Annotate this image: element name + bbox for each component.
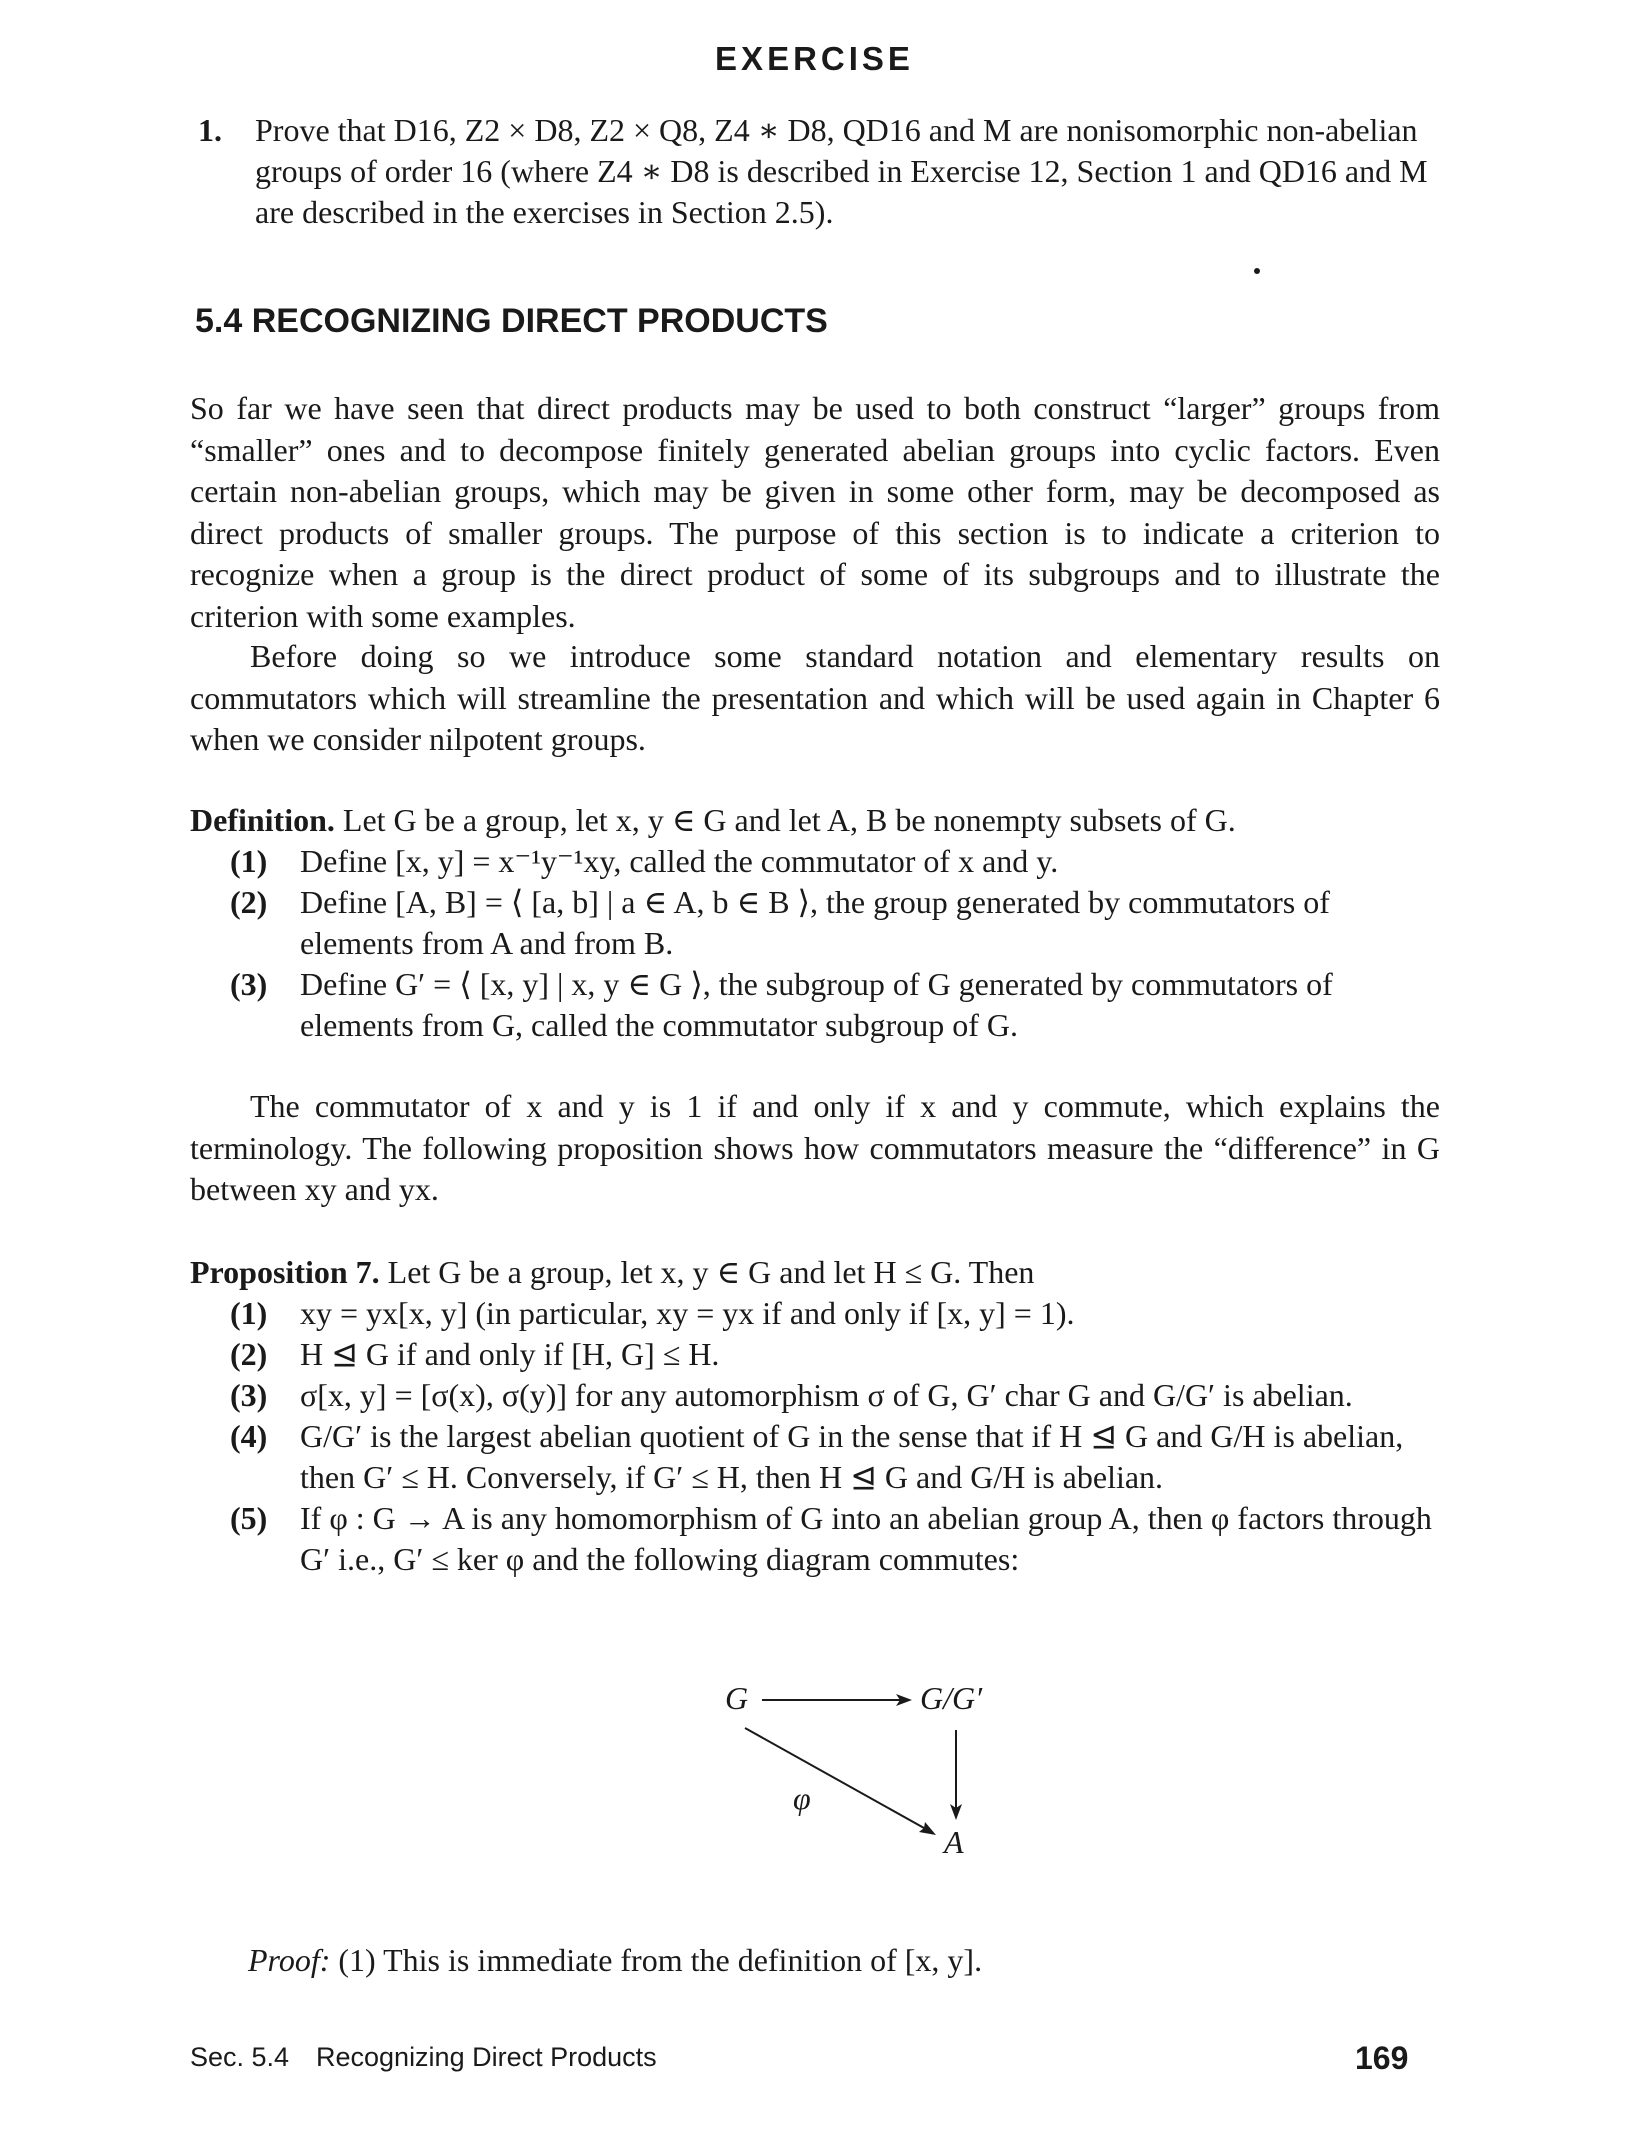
section-heading: 5.4 RECOGNIZING DIRECT PRODUCTS <box>195 302 828 340</box>
proof-line <box>248 1942 982 1979</box>
proposition-item-text: If φ : G → A is any homomorphism of G into an abelian group A, then φ factors through G′ i.e., G′ ≤ ker φ and the following diagram commutes: <box>300 1500 1432 1577</box>
page-number: 169 <box>1355 2040 1409 2076</box>
proposition-item-label: (3) <box>230 1377 268 1413</box>
definition-item-label: (1) <box>230 843 268 879</box>
arrow-quotient-to-a <box>950 1730 962 1820</box>
proposition-item-label: (5) <box>230 1500 268 1536</box>
proposition-item-label: (2) <box>230 1336 268 1372</box>
stray-dot-mark <box>1254 268 1260 274</box>
proposition-item-text: xy = yx[x, y] (in particular, xy = yx if and only if [x, y] = 1). <box>300 1295 1075 1331</box>
definition-item-text: Define [x, y] = x⁻¹y⁻¹xy, called the commutator of x and y. <box>300 843 1059 879</box>
definition-item <box>230 841 1440 882</box>
proposition-item <box>230 1334 1440 1375</box>
proposition-item-text: σ[x, y] = [σ(x), σ(y)] for any automorphism σ of G, G′ char G and G/G′ is abelian. <box>300 1377 1353 1413</box>
definition-item-label: (2) <box>230 884 268 920</box>
intro-paragraph: So far we have seen that direct products may be used to both construct “larger” groups from “smaller” ones and to decompose finitely generated abelian groups into cyclic factors. Even certain non-abelian groups, which may be given in some other form, may be decomposed as direct products of smaller groups. The purpose of this section is to indicate a criterion to recognize when a group is the direct product of some of its subgroups and to illustrate the criterion with some examples. <box>190 390 1440 634</box>
footer-title: Recognizing Direct Products <box>316 2042 657 2072</box>
proposition-item <box>230 1293 1440 1334</box>
commutator-note-paragraph: The commutator of x and y is 1 if and only if x and y commute, which explains the terminology. The following proposition shows how commutators measure the “difference” in G between xy and yx. <box>190 1088 1440 1207</box>
proposition-item <box>230 1416 1440 1498</box>
diagram-source-label: G <box>725 1680 749 1716</box>
proposition-lead: Let G be a group, let x, y ∈ G and let H ≤ G. Then <box>387 1254 1035 1290</box>
definition-item-text: Define [A, B] = ⟨ [a, b] | a ∈ A, b ∈ B ⟩, the group generated by commutators of elements from A and from B. <box>300 884 1330 961</box>
proposition-label: Proposition 7. <box>190 1254 380 1290</box>
before-paragraph: Before doing so we introduce some standard notation and elementary results on commutators which will streamline the presentation and which will be used again in Chapter 6 when we consider nilpotent groups. <box>190 638 1440 757</box>
proposition-lead-line <box>190 1252 1440 1293</box>
proposition-block <box>190 1252 1440 1580</box>
definition-item-text: Define G′ = ⟨ [x, y] | x, y ∈ G ⟩, the subgroup of G generated by commutators of elements from G, called the commutator subgroup of G. <box>300 966 1333 1043</box>
exercise-item-text: Prove that D16, Z2 × D8, Z2 × Q8, Z4 ∗ D8, QD16 and M are nonisomorphic non-abelian groups of order 16 (where Z4 ∗ D8 is described in Exercise 12, Section 1 and QD16 and M are described in the exercises in Section 2.5). <box>255 112 1428 230</box>
definition-block <box>190 800 1440 1046</box>
definition-item <box>230 882 1440 964</box>
commutative-diagram <box>700 1680 1060 1880</box>
exercise-heading: EXERCISE <box>715 40 914 77</box>
definition-lead-line <box>190 800 1440 841</box>
proposition-item <box>230 1375 1440 1416</box>
proof-text: (1) This is immediate from the definition of [x, y]. <box>338 1942 983 1978</box>
footer-section: Sec. 5.4 <box>190 2042 290 2072</box>
proof-label: Proof: <box>248 1942 331 1978</box>
proposition-item <box>230 1498 1440 1580</box>
arrow-g-to-a <box>745 1728 936 1835</box>
arrow-g-to-quotient <box>762 1694 912 1706</box>
exercise-item-number: 1. <box>198 112 222 148</box>
definition-item <box>230 964 1440 1046</box>
proposition-item-label: (4) <box>230 1418 268 1454</box>
diagram-map-label: φ <box>793 1780 811 1816</box>
definition-item-label: (3) <box>230 966 268 1002</box>
proposition-item-text: G/G′ is the largest abelian quotient of G in the sense that if H ⊴ G and G/H is abelian, then G′ ≤ H. Conversely, if G′ ≤ H, then H ⊴ G and G/H is abelian. <box>300 1418 1404 1495</box>
definition-lead: Let G be a group, let x, y ∈ G and let A, B be nonempty subsets of G. <box>342 802 1236 838</box>
diagram-target-label: A <box>944 1824 964 1860</box>
diagram-quotient-label: G/G′ <box>920 1680 983 1716</box>
proposition-item-label: (1) <box>230 1295 268 1331</box>
definition-label: Definition. <box>190 802 335 838</box>
diagram-arrows <box>700 1680 1060 1880</box>
exercise-item <box>200 110 1440 233</box>
proposition-item-text: H ⊴ G if and only if [H, G] ≤ H. <box>300 1336 720 1372</box>
